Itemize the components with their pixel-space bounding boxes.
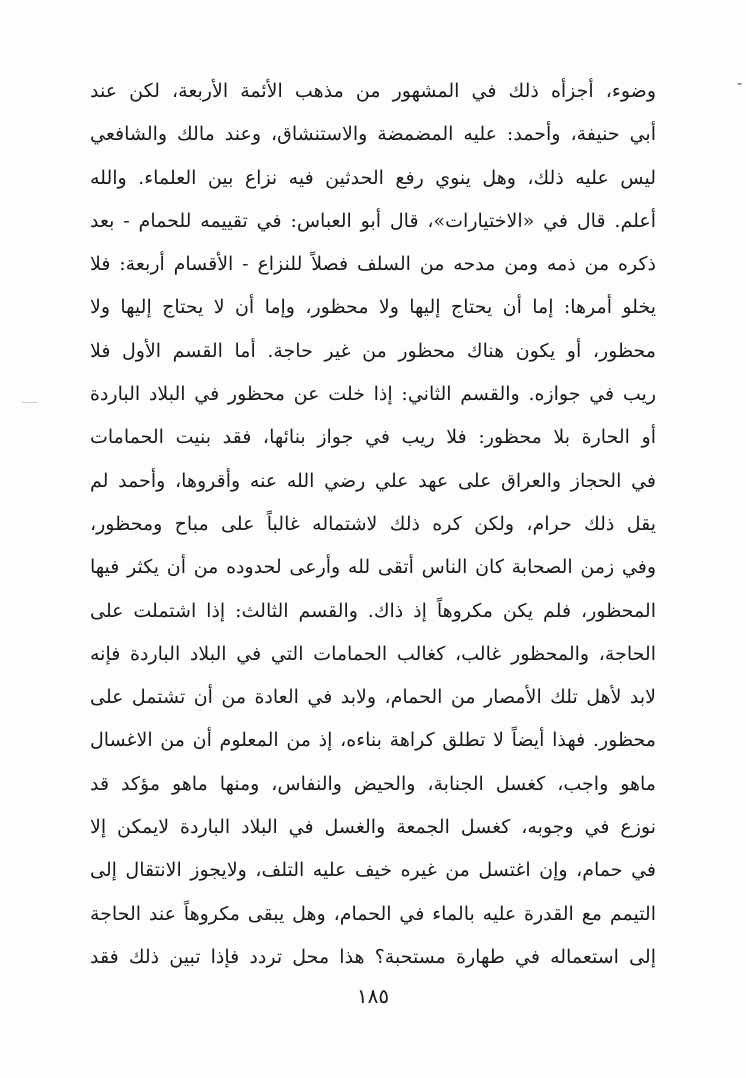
- text-line: أو الحارة بلا محظور: فلا ريب في جواز بنائها، فقد بنيت الحمامات: [90, 426, 656, 449]
- text-line: الحاجة، والمحظور غالب، كغالب الحمامات التي في البلاد الباردة فإنه: [90, 642, 656, 665]
- text-line: ليس عليه ذلك، وهل ينوي رفع الحدثين فيه نزاع بين العلماء. والله: [90, 166, 656, 189]
- text-line: نوزع في وجوبه، كغسل الجمعة والغسل في البلاد الباردة لايمكن إلا: [90, 816, 656, 839]
- text-line: في حمام، وإن اغتسل من غيره خيف عليه التلف، ولايجوز الانتقال إلى: [90, 859, 656, 882]
- text-line: أبي حنيفة، وأحمد: عليه المضمضة والاستنشاق، وعند مالك والشافعي: [90, 123, 656, 146]
- text-line: التيمم مع القدرة عليه بالماء في الحمام، وهل يبقى مكروهاً عند الحاجة: [90, 902, 656, 925]
- text-line: ذكره من ذمه ومن مدحه من السلف فصلاً للنزاع - الأقسام أربعة: فلا: [90, 253, 656, 276]
- text-line: ريب في جوازه. والقسم الثاني: إذا خلت عن محظور في البلاد الباردة: [90, 383, 656, 406]
- page-number: ١٨٥: [356, 984, 390, 1008]
- text-line: ماهو واجب، كغسل الجنابة، والحيض والنفاس، ومنها ماهو مؤكد قد: [90, 772, 656, 795]
- margin-mark: -: [736, 76, 742, 92]
- text-line: المحظور، فلم يكن مكروهاً إذ ذاك. والقسم الثالث: إذا اشتملت على: [90, 599, 656, 622]
- text-line: يقل ذلك حرام، ولكن كره ذلك لاشتماله غالباً على مباح ومحظور،: [90, 512, 656, 535]
- text-line: لابد لأهل تلك الأمصار من الحمام، ولابد في العادة من أن تشتمل على: [90, 686, 656, 709]
- text-line: وضوء، أجزأه ذلك في المشهور من مذهب الأئمة الأربعة، لكن عند: [90, 80, 656, 102]
- text-line: أعلم. قال في «الاختيارات»، قال أبو العباس: في تقييمه للحمام - بعد: [90, 209, 656, 232]
- text-line: في الحجاز والعراق على عهد علي رضي الله عنه وأقروها، وأحمد لم: [90, 469, 656, 492]
- scan-artifact: [22, 402, 38, 403]
- text-line: يخلو أمرها: إما أن يحتاج إليها ولا محظور، وإما أن لا يحتاج إليها ولا: [90, 296, 656, 319]
- text-line: وفي زمن الصحابة كان الناس أتقى لله وأرعى لحدوده من أن يكثر فيها: [90, 556, 656, 579]
- body-text: [90, 70, 656, 979]
- text-line: إلى استعماله في طهارة مستحبة؟ هذا محل تردد فإذا تبين ذلك فقد: [90, 945, 656, 968]
- text-line: محظور، أو يكون هناك محظور من غير حاجة. أما القسم الأول فلا: [90, 339, 656, 362]
- text-line: محظور. فهذا أيضاً لا تطلق كراهة بناءه، إذ من المعلوم أن من الاغسال: [90, 729, 656, 752]
